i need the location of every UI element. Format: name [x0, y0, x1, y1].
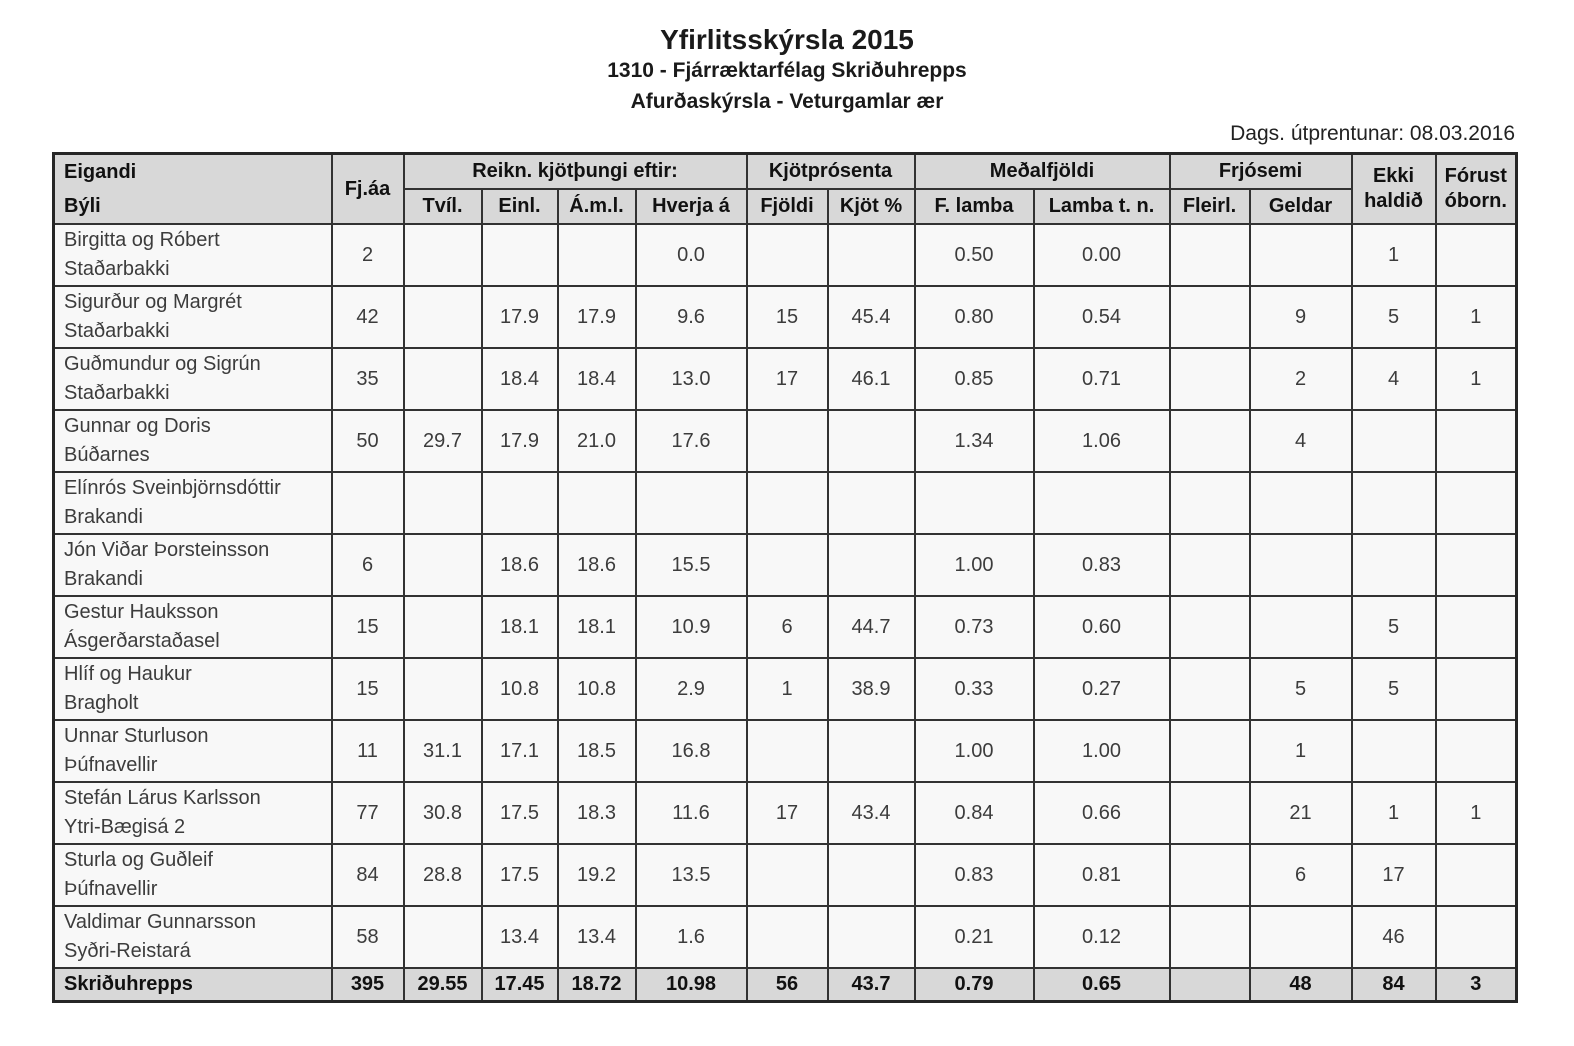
- value-cell: 0.83: [1034, 534, 1170, 596]
- col-header-fjoldi: Fjöldi: [747, 189, 828, 224]
- table-row: [54, 782, 1517, 844]
- value-cell: 38.9: [828, 658, 915, 720]
- value-cell: 15: [747, 286, 828, 348]
- value-cell: [1250, 596, 1352, 658]
- farm-name: Búðarnes: [64, 444, 150, 466]
- value-cell: 5: [1352, 596, 1436, 658]
- value-cell: 0.80: [915, 286, 1034, 348]
- value-cell: [404, 534, 482, 596]
- footer-value-cell: 84: [1352, 968, 1436, 1001]
- footer-value-cell: 43.7: [828, 968, 915, 1001]
- owner-cell: [54, 410, 332, 472]
- value-cell: 18.4: [558, 348, 636, 410]
- table-row: [54, 472, 1517, 534]
- value-cell: 17: [747, 348, 828, 410]
- value-cell: [1436, 596, 1517, 658]
- footer-value-cell: 3: [1436, 968, 1517, 1001]
- footer-value-cell: 0.65: [1034, 968, 1170, 1001]
- col-header-fjaa: Fj.áa: [332, 154, 404, 225]
- value-cell: [828, 410, 915, 472]
- value-cell: [482, 224, 558, 286]
- value-cell: [1170, 906, 1250, 968]
- farm-name: Ásgerðarstaðasel: [64, 630, 220, 652]
- value-cell: 17.1: [482, 720, 558, 782]
- owner-name: Stefán Lárus Karlsson: [64, 787, 261, 809]
- footer-label: Skriðuhrepps: [54, 968, 332, 1001]
- value-cell: [1170, 410, 1250, 472]
- value-cell: 1.00: [1034, 720, 1170, 782]
- value-cell: [1436, 720, 1517, 782]
- value-cell: 9: [1250, 286, 1352, 348]
- col-header-eigandi: Eigandi: [64, 161, 137, 183]
- value-cell: 5: [1352, 286, 1436, 348]
- col-group-reikn-kjotthungi: Reikn. kjötþungi eftir:: [404, 154, 747, 189]
- value-cell: 11: [332, 720, 404, 782]
- table-row: [54, 906, 1517, 968]
- value-cell: [915, 472, 1034, 534]
- value-cell: [1352, 410, 1436, 472]
- owner-name: Jón Viðar Þorsteinsson: [64, 539, 270, 561]
- owner-cell: [54, 286, 332, 348]
- value-cell: [1170, 348, 1250, 410]
- value-cell: 1: [747, 658, 828, 720]
- col-header-forust-line1: Fórust: [1444, 165, 1507, 187]
- col-header-tvil: Tvíl.: [404, 189, 482, 224]
- col-header-byli: Býli: [64, 195, 101, 217]
- farm-name: Þúfnavellir: [64, 878, 158, 900]
- value-cell: 1.34: [915, 410, 1034, 472]
- value-cell: 21: [1250, 782, 1352, 844]
- col-header-forust-line2: óborn.: [1444, 190, 1507, 212]
- value-cell: 17: [1352, 844, 1436, 906]
- value-cell: [1250, 906, 1352, 968]
- value-cell: 5: [1250, 658, 1352, 720]
- value-cell: [1170, 658, 1250, 720]
- value-cell: 6: [1250, 844, 1352, 906]
- value-cell: 6: [747, 596, 828, 658]
- farm-name: Þúfnavellir: [64, 754, 158, 776]
- value-cell: 10.8: [558, 658, 636, 720]
- value-cell: [1436, 906, 1517, 968]
- farm-name: Ytri-Bægisá 2: [64, 816, 186, 838]
- owner-cell: [54, 596, 332, 658]
- col-header-fleirl: Fleirl.: [1170, 189, 1250, 224]
- value-cell: [1436, 472, 1517, 534]
- farm-name: Staðarbakki: [64, 320, 170, 342]
- value-cell: 1: [1436, 348, 1517, 410]
- owner-cell: [54, 906, 332, 968]
- table-header: [54, 154, 1517, 225]
- value-cell: 15: [332, 658, 404, 720]
- value-cell: 1: [1352, 782, 1436, 844]
- value-cell: 1.00: [915, 534, 1034, 596]
- col-header-aml: Á.m.l.: [558, 189, 636, 224]
- value-cell: 16.8: [636, 720, 747, 782]
- col-header-ekki-line1: Ekki: [1372, 165, 1415, 187]
- farm-name: Syðri-Reistará: [64, 940, 191, 962]
- col-header-einl: Einl.: [482, 189, 558, 224]
- value-cell: 19.2: [558, 844, 636, 906]
- report-table: [52, 152, 1518, 1003]
- value-cell: 28.8: [404, 844, 482, 906]
- owner-name: Hlíf og Haukur: [64, 663, 192, 685]
- footer-value-cell: 56: [747, 968, 828, 1001]
- page-subtitle-association: 1310 - Fjárræktarfélag Skriðuhrepps: [607, 59, 967, 83]
- owner-name: Valdimar Gunnarsson: [64, 911, 256, 933]
- value-cell: 13.4: [558, 906, 636, 968]
- farm-name: Staðarbakki: [64, 382, 170, 404]
- col-header-ekki-line2: haldið: [1364, 190, 1423, 212]
- owner-name: Guðmundur og Sigrún: [64, 353, 261, 375]
- value-cell: 58: [332, 906, 404, 968]
- value-cell: 0.84: [915, 782, 1034, 844]
- value-cell: 17.9: [482, 410, 558, 472]
- value-cell: [1170, 720, 1250, 782]
- table-row: [54, 410, 1517, 472]
- value-cell: 18.1: [482, 596, 558, 658]
- print-date: Dags. útprentunar: 08.03.2016: [1230, 122, 1515, 145]
- value-cell: 30.8: [404, 782, 482, 844]
- value-cell: 1.6: [636, 906, 747, 968]
- value-cell: 1: [1436, 286, 1517, 348]
- value-cell: [747, 906, 828, 968]
- value-cell: 2: [332, 224, 404, 286]
- farm-name: Brakandi: [64, 506, 143, 528]
- value-cell: 42: [332, 286, 404, 348]
- table-row: [54, 720, 1517, 782]
- value-cell: [1034, 472, 1170, 534]
- value-cell: 44.7: [828, 596, 915, 658]
- value-cell: [558, 224, 636, 286]
- value-cell: [747, 720, 828, 782]
- col-group-medalfjoldi: Meðalfjöldi: [915, 154, 1170, 189]
- value-cell: 31.1: [404, 720, 482, 782]
- table-body: [54, 224, 1517, 968]
- value-cell: [828, 844, 915, 906]
- value-cell: 2.9: [636, 658, 747, 720]
- owner-name: Unnar Sturluson: [64, 725, 209, 747]
- report-titles: [0, 0, 1574, 117]
- table-row: [54, 286, 1517, 348]
- value-cell: 0.60: [1034, 596, 1170, 658]
- value-cell: [404, 472, 482, 534]
- table-row: [54, 348, 1517, 410]
- value-cell: [1352, 472, 1436, 534]
- value-cell: 0.83: [915, 844, 1034, 906]
- value-cell: 0.71: [1034, 348, 1170, 410]
- value-cell: 11.6: [636, 782, 747, 844]
- value-cell: 5: [1352, 658, 1436, 720]
- value-cell: 17.9: [558, 286, 636, 348]
- value-cell: [747, 534, 828, 596]
- table-row: [54, 534, 1517, 596]
- value-cell: 0.54: [1034, 286, 1170, 348]
- header-group-row: [54, 154, 1517, 189]
- value-cell: 18.5: [558, 720, 636, 782]
- col-header-eigandi-byli: [54, 154, 332, 225]
- col-header-ekki-haldid: [1352, 154, 1436, 225]
- owner-name: Elínrós Sveinbjörnsdóttir: [64, 477, 281, 499]
- value-cell: 15.5: [636, 534, 747, 596]
- page-title: Yfirlitsskýrsla 2015: [660, 24, 914, 55]
- value-cell: [828, 224, 915, 286]
- value-cell: [1250, 224, 1352, 286]
- value-cell: [1170, 286, 1250, 348]
- value-cell: 2: [1250, 348, 1352, 410]
- value-cell: 45.4: [828, 286, 915, 348]
- farm-name: Brakandi: [64, 568, 143, 590]
- value-cell: [828, 906, 915, 968]
- value-cell: [1352, 534, 1436, 596]
- value-cell: [558, 472, 636, 534]
- value-cell: 17.9: [482, 286, 558, 348]
- value-cell: [1436, 224, 1517, 286]
- owner-cell: [54, 844, 332, 906]
- value-cell: [482, 472, 558, 534]
- value-cell: [404, 224, 482, 286]
- value-cell: 0.0: [636, 224, 747, 286]
- value-cell: [636, 472, 747, 534]
- footer-value-cell: 18.72: [558, 968, 636, 1001]
- value-cell: 1.00: [915, 720, 1034, 782]
- value-cell: 29.7: [404, 410, 482, 472]
- table-footer: [54, 968, 1517, 1001]
- owner-cell: [54, 348, 332, 410]
- value-cell: 0.21: [915, 906, 1034, 968]
- value-cell: 13.0: [636, 348, 747, 410]
- table-row: [54, 224, 1517, 286]
- value-cell: 46.1: [828, 348, 915, 410]
- value-cell: 0.85: [915, 348, 1034, 410]
- value-cell: [1170, 224, 1250, 286]
- value-cell: 1: [1352, 224, 1436, 286]
- value-cell: [747, 472, 828, 534]
- value-cell: 1: [1436, 782, 1517, 844]
- col-group-frjosemi: Frjósemi: [1170, 154, 1352, 189]
- value-cell: [828, 534, 915, 596]
- table-row: [54, 844, 1517, 906]
- owner-name: Sigurður og Margrét: [64, 291, 242, 313]
- owner-name: Sturla og Guðleif: [64, 849, 213, 871]
- value-cell: 18.1: [558, 596, 636, 658]
- footer-row: [54, 968, 1517, 1001]
- footer-value-cell: 17.45: [482, 968, 558, 1001]
- value-cell: [828, 472, 915, 534]
- owner-cell: [54, 782, 332, 844]
- value-cell: 18.3: [558, 782, 636, 844]
- value-cell: 18.6: [482, 534, 558, 596]
- footer-value-cell: 0.79: [915, 968, 1034, 1001]
- owner-cell: [54, 720, 332, 782]
- value-cell: [1436, 534, 1517, 596]
- value-cell: 18.6: [558, 534, 636, 596]
- footer-value-cell: 29.55: [404, 968, 482, 1001]
- value-cell: 0.66: [1034, 782, 1170, 844]
- value-cell: 13.4: [482, 906, 558, 968]
- value-cell: [747, 224, 828, 286]
- value-cell: 46: [1352, 906, 1436, 968]
- value-cell: [1352, 720, 1436, 782]
- value-cell: 0.27: [1034, 658, 1170, 720]
- value-cell: [1170, 472, 1250, 534]
- value-cell: [1436, 658, 1517, 720]
- value-cell: 4: [1250, 410, 1352, 472]
- page-subtitle-report-type: Afurðaskýrsla - Veturgamlar ær: [630, 89, 944, 113]
- value-cell: 84: [332, 844, 404, 906]
- value-cell: 17.5: [482, 782, 558, 844]
- value-cell: [404, 658, 482, 720]
- value-cell: [404, 596, 482, 658]
- value-cell: 15: [332, 596, 404, 658]
- value-cell: [1250, 472, 1352, 534]
- value-cell: [747, 410, 828, 472]
- value-cell: [1170, 844, 1250, 906]
- owner-cell: [54, 534, 332, 596]
- value-cell: 50: [332, 410, 404, 472]
- value-cell: 13.5: [636, 844, 747, 906]
- owner-name: Gunnar og Doris: [64, 415, 211, 437]
- value-cell: [404, 286, 482, 348]
- value-cell: 1: [1250, 720, 1352, 782]
- value-cell: [1250, 534, 1352, 596]
- owner-cell: [54, 658, 332, 720]
- value-cell: 18.4: [482, 348, 558, 410]
- value-cell: 1.06: [1034, 410, 1170, 472]
- footer-value-cell: 10.98: [636, 968, 747, 1001]
- col-group-kjotprosenta: Kjötprósenta: [747, 154, 915, 189]
- value-cell: [1170, 534, 1250, 596]
- col-header-f-lamba: F. lamba: [915, 189, 1034, 224]
- footer-value-cell: 395: [332, 968, 404, 1001]
- value-cell: 0.33: [915, 658, 1034, 720]
- value-cell: 10.8: [482, 658, 558, 720]
- value-cell: 4: [1352, 348, 1436, 410]
- value-cell: [1170, 596, 1250, 658]
- footer-value-cell: 48: [1250, 968, 1352, 1001]
- value-cell: 6: [332, 534, 404, 596]
- value-cell: [828, 720, 915, 782]
- value-cell: 0.00: [1034, 224, 1170, 286]
- value-cell: 77: [332, 782, 404, 844]
- value-cell: [1436, 844, 1517, 906]
- value-cell: 0.73: [915, 596, 1034, 658]
- farm-name: Bragholt: [64, 692, 139, 714]
- value-cell: [1170, 782, 1250, 844]
- value-cell: 0.81: [1034, 844, 1170, 906]
- owner-name: Gestur Hauksson: [64, 601, 219, 623]
- value-cell: 35: [332, 348, 404, 410]
- value-cell: 0.50: [915, 224, 1034, 286]
- owner-name: Birgitta og Róbert: [64, 229, 220, 251]
- table-row: [54, 658, 1517, 720]
- col-header-hverja-a: Hverja á: [636, 189, 747, 224]
- value-cell: [332, 472, 404, 534]
- col-header-geldar: Geldar: [1250, 189, 1352, 224]
- value-cell: 21.0: [558, 410, 636, 472]
- col-header-kjot-pct: Kjöt %: [828, 189, 915, 224]
- farm-name: Staðarbakki: [64, 258, 170, 280]
- table-row: [54, 596, 1517, 658]
- value-cell: 17.6: [636, 410, 747, 472]
- value-cell: 9.6: [636, 286, 747, 348]
- value-cell: 17.5: [482, 844, 558, 906]
- col-header-lamba-tn: Lamba t. n.: [1034, 189, 1170, 224]
- value-cell: 17: [747, 782, 828, 844]
- col-header-forust-oborn: [1436, 154, 1517, 225]
- owner-cell: [54, 472, 332, 534]
- value-cell: 0.12: [1034, 906, 1170, 968]
- value-cell: [1436, 410, 1517, 472]
- value-cell: 43.4: [828, 782, 915, 844]
- value-cell: 10.9: [636, 596, 747, 658]
- value-cell: [404, 348, 482, 410]
- owner-cell: [54, 224, 332, 286]
- footer-value-cell: [1170, 968, 1250, 1001]
- value-cell: [747, 844, 828, 906]
- value-cell: [404, 906, 482, 968]
